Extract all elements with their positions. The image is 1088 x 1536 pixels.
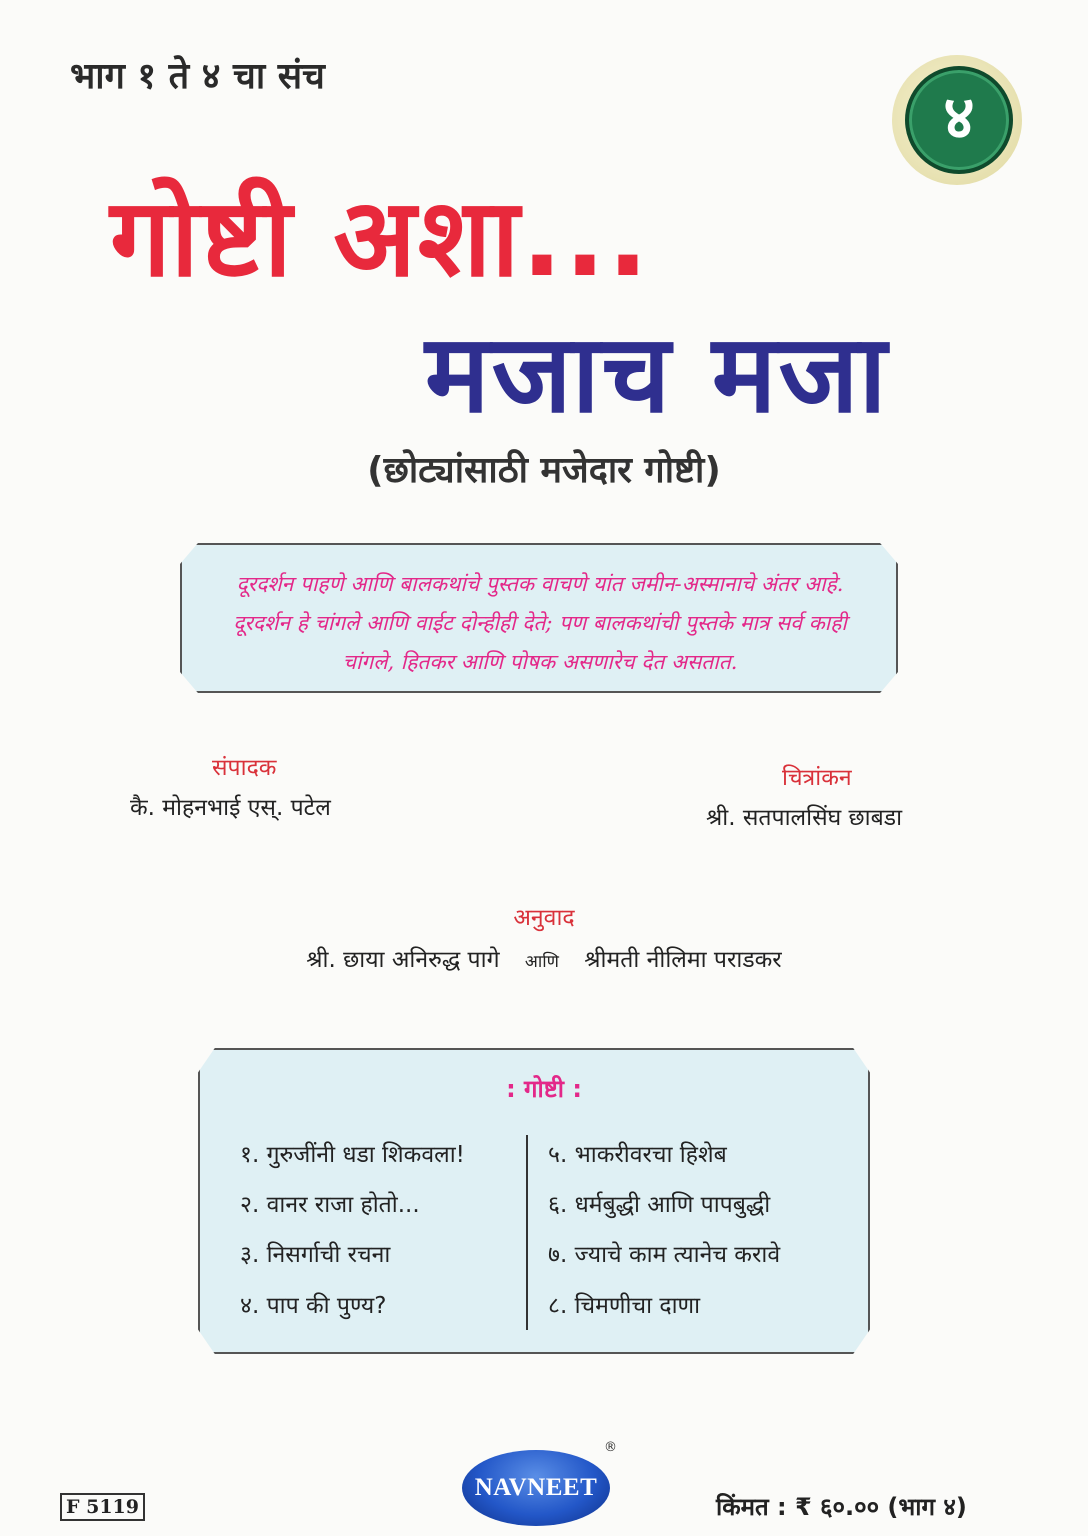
subtitle: (छोट्यांसाठी मजेदार गोष्टी) — [367, 450, 721, 491]
story-item: ८. चिमणीचा दाणा — [548, 1293, 701, 1319]
story-item: ४. पाप की पुण्य? — [240, 1293, 387, 1319]
story-item: ५. भाकरीवरचा हिशेब — [548, 1142, 727, 1168]
story-item: ३. निसर्गाची रचना — [240, 1242, 391, 1268]
translator-2: श्रीमती नीलिमा पराडकर — [584, 947, 782, 973]
registered-mark: ® — [604, 1440, 617, 1455]
story-item: २. वानर राजा होतो... — [240, 1192, 420, 1218]
title-line-2: मजाच मजा — [425, 312, 889, 437]
editor-name: कै. मोहनभाई एस्. पटेल — [130, 795, 331, 821]
editor-role: संपादक — [212, 755, 277, 781]
translators-line — [0, 942, 1088, 974]
illustrator-role: चित्रांकन — [782, 765, 852, 791]
price: किंमत : ₹ ६०.०० (भाग ४) — [716, 1493, 967, 1521]
publisher-logo — [462, 1450, 610, 1526]
product-code: F 5119 — [60, 1493, 145, 1521]
story-item: ६. धर्मबुद्धी आणि पापबुद्धी — [548, 1192, 771, 1218]
title-line-1: गोष्टी अशा... — [110, 176, 651, 301]
story-item: १. गुरुजींनी धडा शिकवला! — [240, 1142, 465, 1168]
volume-number: ४ — [943, 83, 975, 153]
publisher-logo-text: NAVNEET — [474, 1474, 598, 1501]
set-label: भाग १ ते ४ चा संच — [70, 56, 325, 97]
translator-1: श्री. छाया अनिरुद्ध पागे — [306, 947, 500, 973]
stories-divider — [526, 1135, 528, 1330]
illustrator-name: श्री. सतपालसिंघ छाबडा — [706, 805, 903, 831]
quote-text: दूरदर्शन पाहणे आणि बालकथांचे पुस्तक वाचणे यांत जमीन-अस्मानाचे अंतर आहे. दूरदर्शन हे चांगले आणि वाईट दोन्हीही देते; पण बालकथांची पुस्तके मात्र सर्व काही चांगले, हितकर आणि पोषक असणारेच देत असतात. — [233, 572, 847, 674]
translation-and: आणि — [524, 952, 559, 972]
story-item: ७. ज्याचे काम त्यानेच करावे — [548, 1242, 781, 1268]
volume-badge — [905, 66, 1013, 174]
stories-heading: : गोष्टी : — [506, 1075, 582, 1103]
translation-role: अनुवाद — [513, 905, 575, 931]
